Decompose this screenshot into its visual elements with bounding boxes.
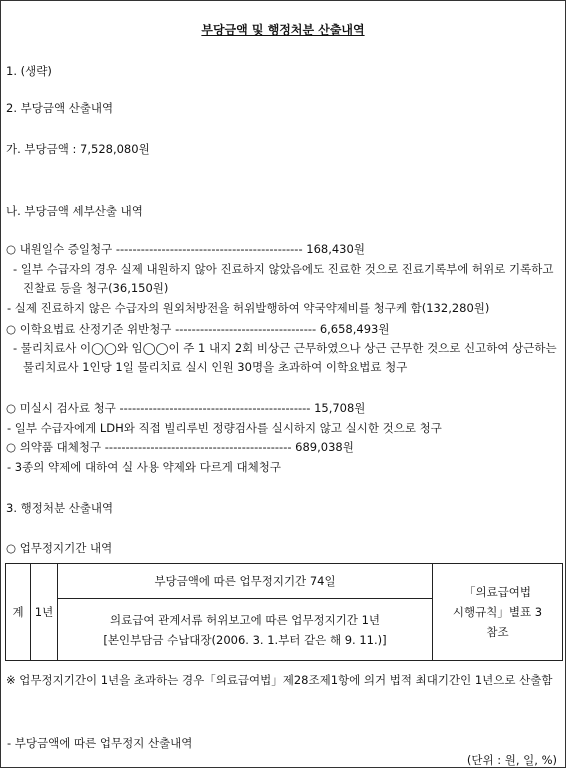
suspension-period-heading: ○ 업무정지기간 내역 <box>6 541 113 555</box>
reference-line-2: 시행규칙」별표 3 <box>452 605 543 619</box>
reference-line-3: 참조 <box>486 625 509 639</box>
reference-line-1: 「의료급여법 <box>463 585 532 599</box>
claim-3-head: ○ 미실시 검사료 청구 ---------------------------------------------- 15,708원 <box>6 401 366 415</box>
footnote: ※ 업무정지기간이 1년을 초과하는 경우「의료급여법」제28조제1항에 의거 법적 최대기간인 1년으로 산출함 <box>6 673 553 687</box>
false-report-line-1: 의료급여 관계서류 허위보고에 따른 업무정지기간 1년 <box>110 612 380 627</box>
table-row-amount-period: 부당금액에 따른 업무정지기간 74일 <box>58 564 433 599</box>
section-3: 3. 행정처분 산출내역 <box>6 501 114 515</box>
item-ga: 가. 부당금액 : 7,528,080원 <box>6 142 150 156</box>
claim-4-head: ○ 의약품 대체청구 --------------------------------------------- 689,038원 <box>6 440 354 454</box>
section-1: 1. (생략) <box>6 64 52 78</box>
suspension-table <box>5 563 563 661</box>
claim-2-detail-1: - 물리치료사 이◯◯와 임◯◯이 주 1 내지 2회 비상근 근무하였으나 상근 근무한 것으로 신고하여 상근하는 물리치료사 1인당 1일 물리치료 실시 인원 30명을 초과하여 이학요법료 청구 <box>13 341 557 374</box>
document-title: 부당금액 및 행정처분 산출내역 <box>201 23 365 37</box>
unit-label: (단위 : 원, 일, %) <box>466 753 557 767</box>
table-row-false-report-period <box>58 599 433 661</box>
table-reference-cell <box>433 564 563 661</box>
last-item: - 부당금액에 따른 업무정지 산출내역 <box>7 736 193 750</box>
claim-1-head: ○ 내원일수 증일청구 --------------------------------------------- 168,430원 <box>6 242 365 256</box>
claim-2-head: ○ 이학요법료 산정기준 위반청구 ---------------------------------- 6,658,493원 <box>6 322 390 336</box>
false-report-line-2: [본인부담금 수납대장(2006. 3. 1.부터 같은 해 9. 11.)] <box>103 632 387 647</box>
claim-1-detail-1: - 일부 수급자의 경우 실제 내원하지 않아 진료하지 않았음에도 진료한 것으로 진료기록부에 허위로 기록하고 진찰료 등을 청구(36,150원) <box>13 262 554 295</box>
table-total-cell: 계 <box>6 564 31 661</box>
claim-3-detail-1: - 일부 수급자에게 LDH와 직접 빌리루빈 정량검사를 실시하지 않고 실시한 것으로 청구 <box>7 421 442 435</box>
claim-4-detail-1: - 3종의 약제에 대하여 실 사용 약제와 다르게 대체청구 <box>7 460 281 474</box>
item-na: 나. 부당금액 세부산출 내역 <box>6 204 143 218</box>
section-2: 2. 부당금액 산출내역 <box>6 101 114 115</box>
claim-1-detail-2: - 실제 진료하지 않은 수급자의 원외처방전을 허위발행하여 약국약제비를 청구케 함(132,280원) <box>7 301 490 315</box>
table-year-cell: 1년 <box>31 564 58 661</box>
